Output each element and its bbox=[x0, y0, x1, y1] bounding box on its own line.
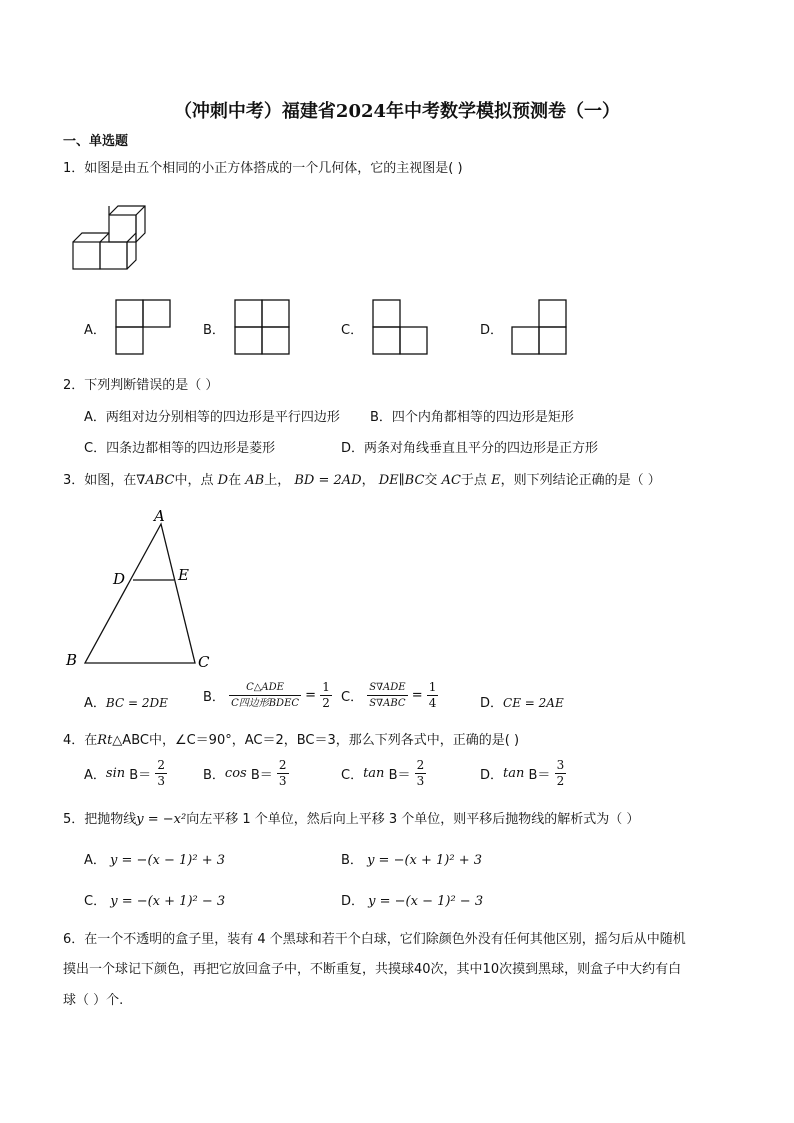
q3-option-b[interactable]: B． $\frac{\text{C△ADE}}{\text{C四边形BDEC}}$ = $\frac{1}{2}$ bbox=[203, 680, 330, 710]
q1-option-d-figure[interactable] bbox=[511, 299, 567, 355]
page-title: （冲刺中考）福建省2024年中考数学模拟预测卷（一） bbox=[173, 101, 621, 122]
section-heading: 一、单选题 bbox=[63, 134, 129, 149]
q3-label-d: D bbox=[113, 570, 126, 588]
q2-option-d[interactable]: D．两条对角线垂直且平分的四边形是正方形 bbox=[341, 441, 599, 456]
q3-stem: 3．如图，在∇ABC中，点 D在 AB上， BD = 2AD， DE∥BC交 AC于点 E，则下列结论正确的是（ ） bbox=[63, 473, 661, 488]
q1-stem: 1．如图是由五个相同的小正方体搭成的一个几何体，它的主视图是( ) bbox=[63, 161, 463, 176]
q3-option-d[interactable]: D．CE = 2AE bbox=[480, 696, 564, 711]
q1-option-d-label[interactable]: D． bbox=[480, 323, 504, 338]
q6-line-2: 摸出一个球记下颜色，再把它放回盒子中，不断重复，共摸球40次，其中10次摸到黑球，则盒子中大约有白 bbox=[63, 962, 682, 977]
q3-option-a[interactable]: A．BC = 2DE bbox=[84, 696, 168, 711]
q1-option-b-label[interactable]: B． bbox=[203, 323, 225, 338]
q3-triangle-figure bbox=[62, 505, 222, 675]
q4-option-a[interactable]: A．sin B＝ $\frac{2}{3}$ bbox=[84, 758, 165, 788]
q5-stem: 5．把抛物线y = −x²向左平移 1 个单位，然后向上平移 3 个单位，则平移后抛物线的解析式为（ ） bbox=[63, 812, 640, 827]
q5-option-c[interactable]: C． y = −(x + 1)² − 3 bbox=[84, 894, 226, 909]
q6-line-1: 6．在一个不透明的盒子里，装有 4 个黑球和若干个白球，它们除颜色外没有任何其他区别，摇匀后从中随机 bbox=[63, 932, 686, 947]
q1-cube-figure-top bbox=[70, 194, 150, 272]
q2-stem: 2．下列判断错误的是（ ） bbox=[63, 378, 219, 393]
q5-option-a[interactable]: A． y = −(x − 1)² + 3 bbox=[84, 853, 225, 868]
q3-label-e: E bbox=[178, 566, 189, 584]
q3-label-c: C bbox=[198, 653, 210, 671]
q2-option-a[interactable]: A．两组对边分别相等的四边形是平行四边形 bbox=[84, 410, 340, 425]
q1-option-a-label[interactable]: A． bbox=[84, 323, 106, 338]
q4-stem: 4．在Rt△ABC中，∠C＝90°，AC＝2，BC＝3，那么下列各式中，正确的是( ) bbox=[63, 733, 520, 748]
q1-option-c-label[interactable]: C． bbox=[341, 323, 364, 338]
q1-option-b-figure[interactable] bbox=[234, 299, 290, 355]
q2-option-b[interactable]: B．四个内角都相等的四边形是矩形 bbox=[370, 410, 574, 425]
q5-option-d[interactable]: D． y = −(x − 1)² − 3 bbox=[341, 894, 484, 909]
q1-option-c-figure[interactable] bbox=[372, 299, 428, 355]
q1-option-a-figure[interactable] bbox=[115, 299, 171, 355]
q4-option-c[interactable]: C．tan B＝ $\frac{2}{3}$ bbox=[341, 758, 425, 788]
q3-label-a: A bbox=[154, 507, 165, 525]
q4-option-d[interactable]: D．tan B＝ $\frac{3}{2}$ bbox=[480, 758, 565, 788]
q4-option-b[interactable]: B．cos B＝ $\frac{2}{3}$ bbox=[203, 758, 287, 788]
q2-option-c[interactable]: C．四条边都相等的四边形是菱形 bbox=[84, 441, 276, 456]
q5-option-b[interactable]: B． y = −(x + 1)² + 3 bbox=[341, 853, 482, 868]
q3-label-b: B bbox=[66, 651, 78, 669]
q6-line-3: 球（ ）个. bbox=[63, 993, 124, 1008]
q3-option-c[interactable]: C． $\frac{\text{S∇ADE}}{\text{S∇ABC}}$ = $\frac{1}{4}$ bbox=[341, 680, 437, 710]
